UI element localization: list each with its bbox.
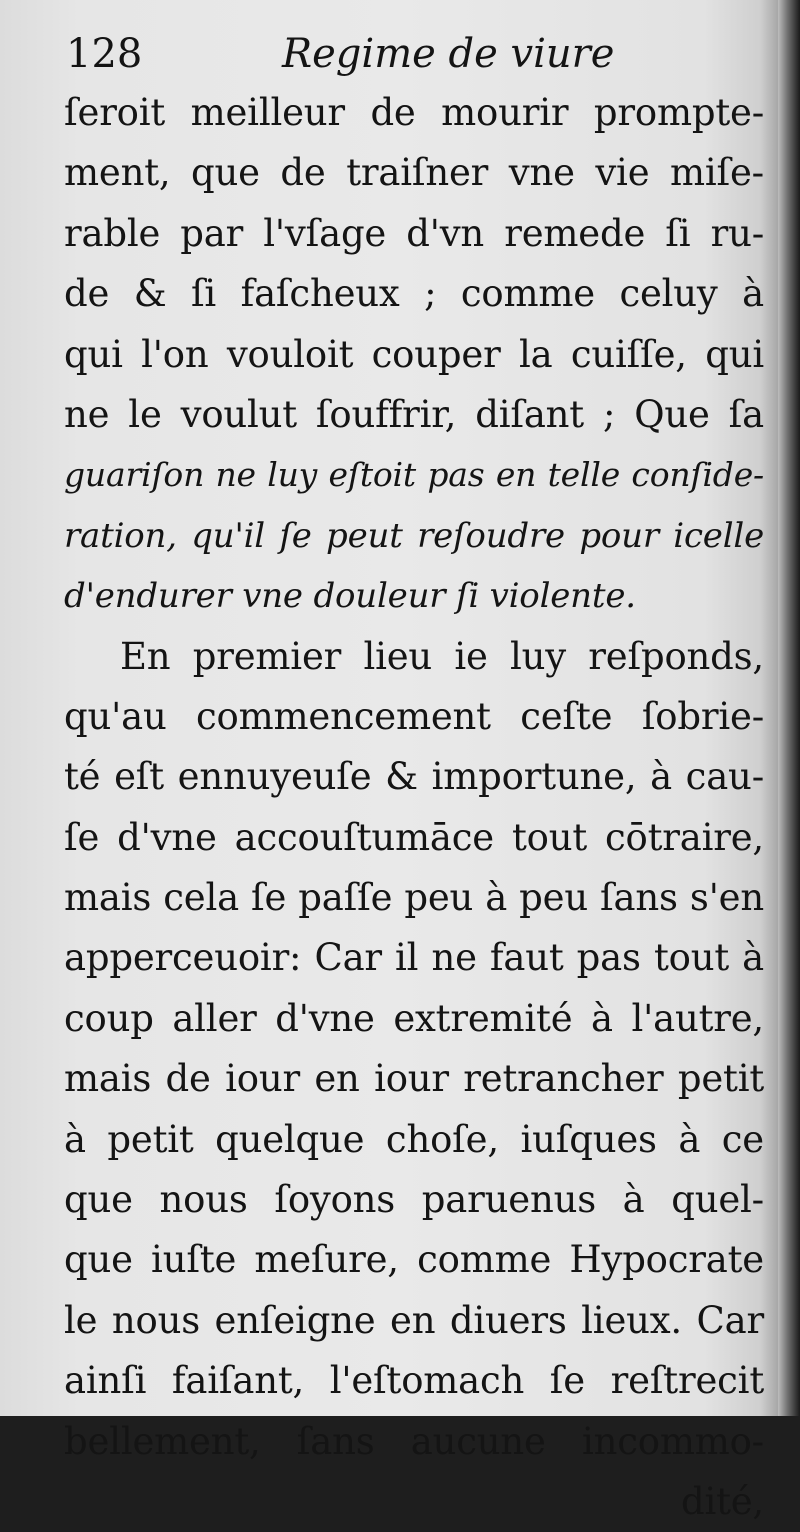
text-line: ſeroit meilleur de mourir prompte- — [64, 91, 764, 134]
text-line: mais de iour en iour retrancher petit — [64, 1057, 764, 1101]
text-line: que nous ſoyons paruenus à quel- — [64, 1178, 764, 1222]
text-line: ainſi faiſant, l'eſtomach ſe reſtrecit — [64, 1359, 764, 1403]
quotation-line: d'endurer vne douleur ſi violente. — [64, 576, 636, 617]
text-line: ne le voulut ſouffrir, diſant ; Que ſa — [64, 392, 764, 436]
text-line: bellement, ſans aucune incommo- — [64, 1419, 764, 1463]
text-line: ment, que de traiſner vne vie miſe- — [64, 151, 764, 195]
page-gutter-shadow — [778, 0, 800, 1416]
running-title: Regime de viure — [282, 31, 615, 77]
page-number: 128 — [66, 31, 143, 77]
text-line: qui l'on vouloit couper la cuiſſe, qui — [64, 332, 764, 376]
text-line: à petit quelque choſe, iuſques à ce — [64, 1117, 764, 1161]
quotation-line: ration, qu'il ſe peut reſoudre pour icelle — [64, 515, 764, 556]
body-text — [64, 83, 764, 1532]
text-line: le nous enſeigne en diuers lieux. Car — [64, 1298, 764, 1342]
text-line: rable par l'vſage d'vn remede ſi ru- — [64, 211, 764, 255]
text-line: dité, — [680, 1479, 764, 1523]
text-line: qu'au commencement ceſte ſobrie- — [64, 694, 764, 738]
text-line: ſe d'vne accouſtumāce tout cōtraire, — [64, 815, 764, 859]
text-line: mais cela ſe paſſe peu à peu ſans s'en — [64, 876, 764, 920]
text-line: té eſt ennuyeuſe & importune, à cau- — [64, 755, 764, 799]
text-line: En premier lieu ie luy reſponds, — [120, 634, 764, 678]
text-line: de & ſi faſcheux ; comme celuy à — [64, 272, 764, 316]
text-line: apperceuoir: Car il ne faut pas tout à — [64, 936, 764, 980]
page-header — [66, 26, 726, 82]
text-line: coup aller d'vne extremité à l'autre, — [64, 996, 764, 1040]
text-line: que iuſte meſure, comme Hypocrate — [64, 1238, 764, 1282]
quotation-line: guariſon ne luy eſtoit pas en telle conſide- — [64, 455, 764, 495]
